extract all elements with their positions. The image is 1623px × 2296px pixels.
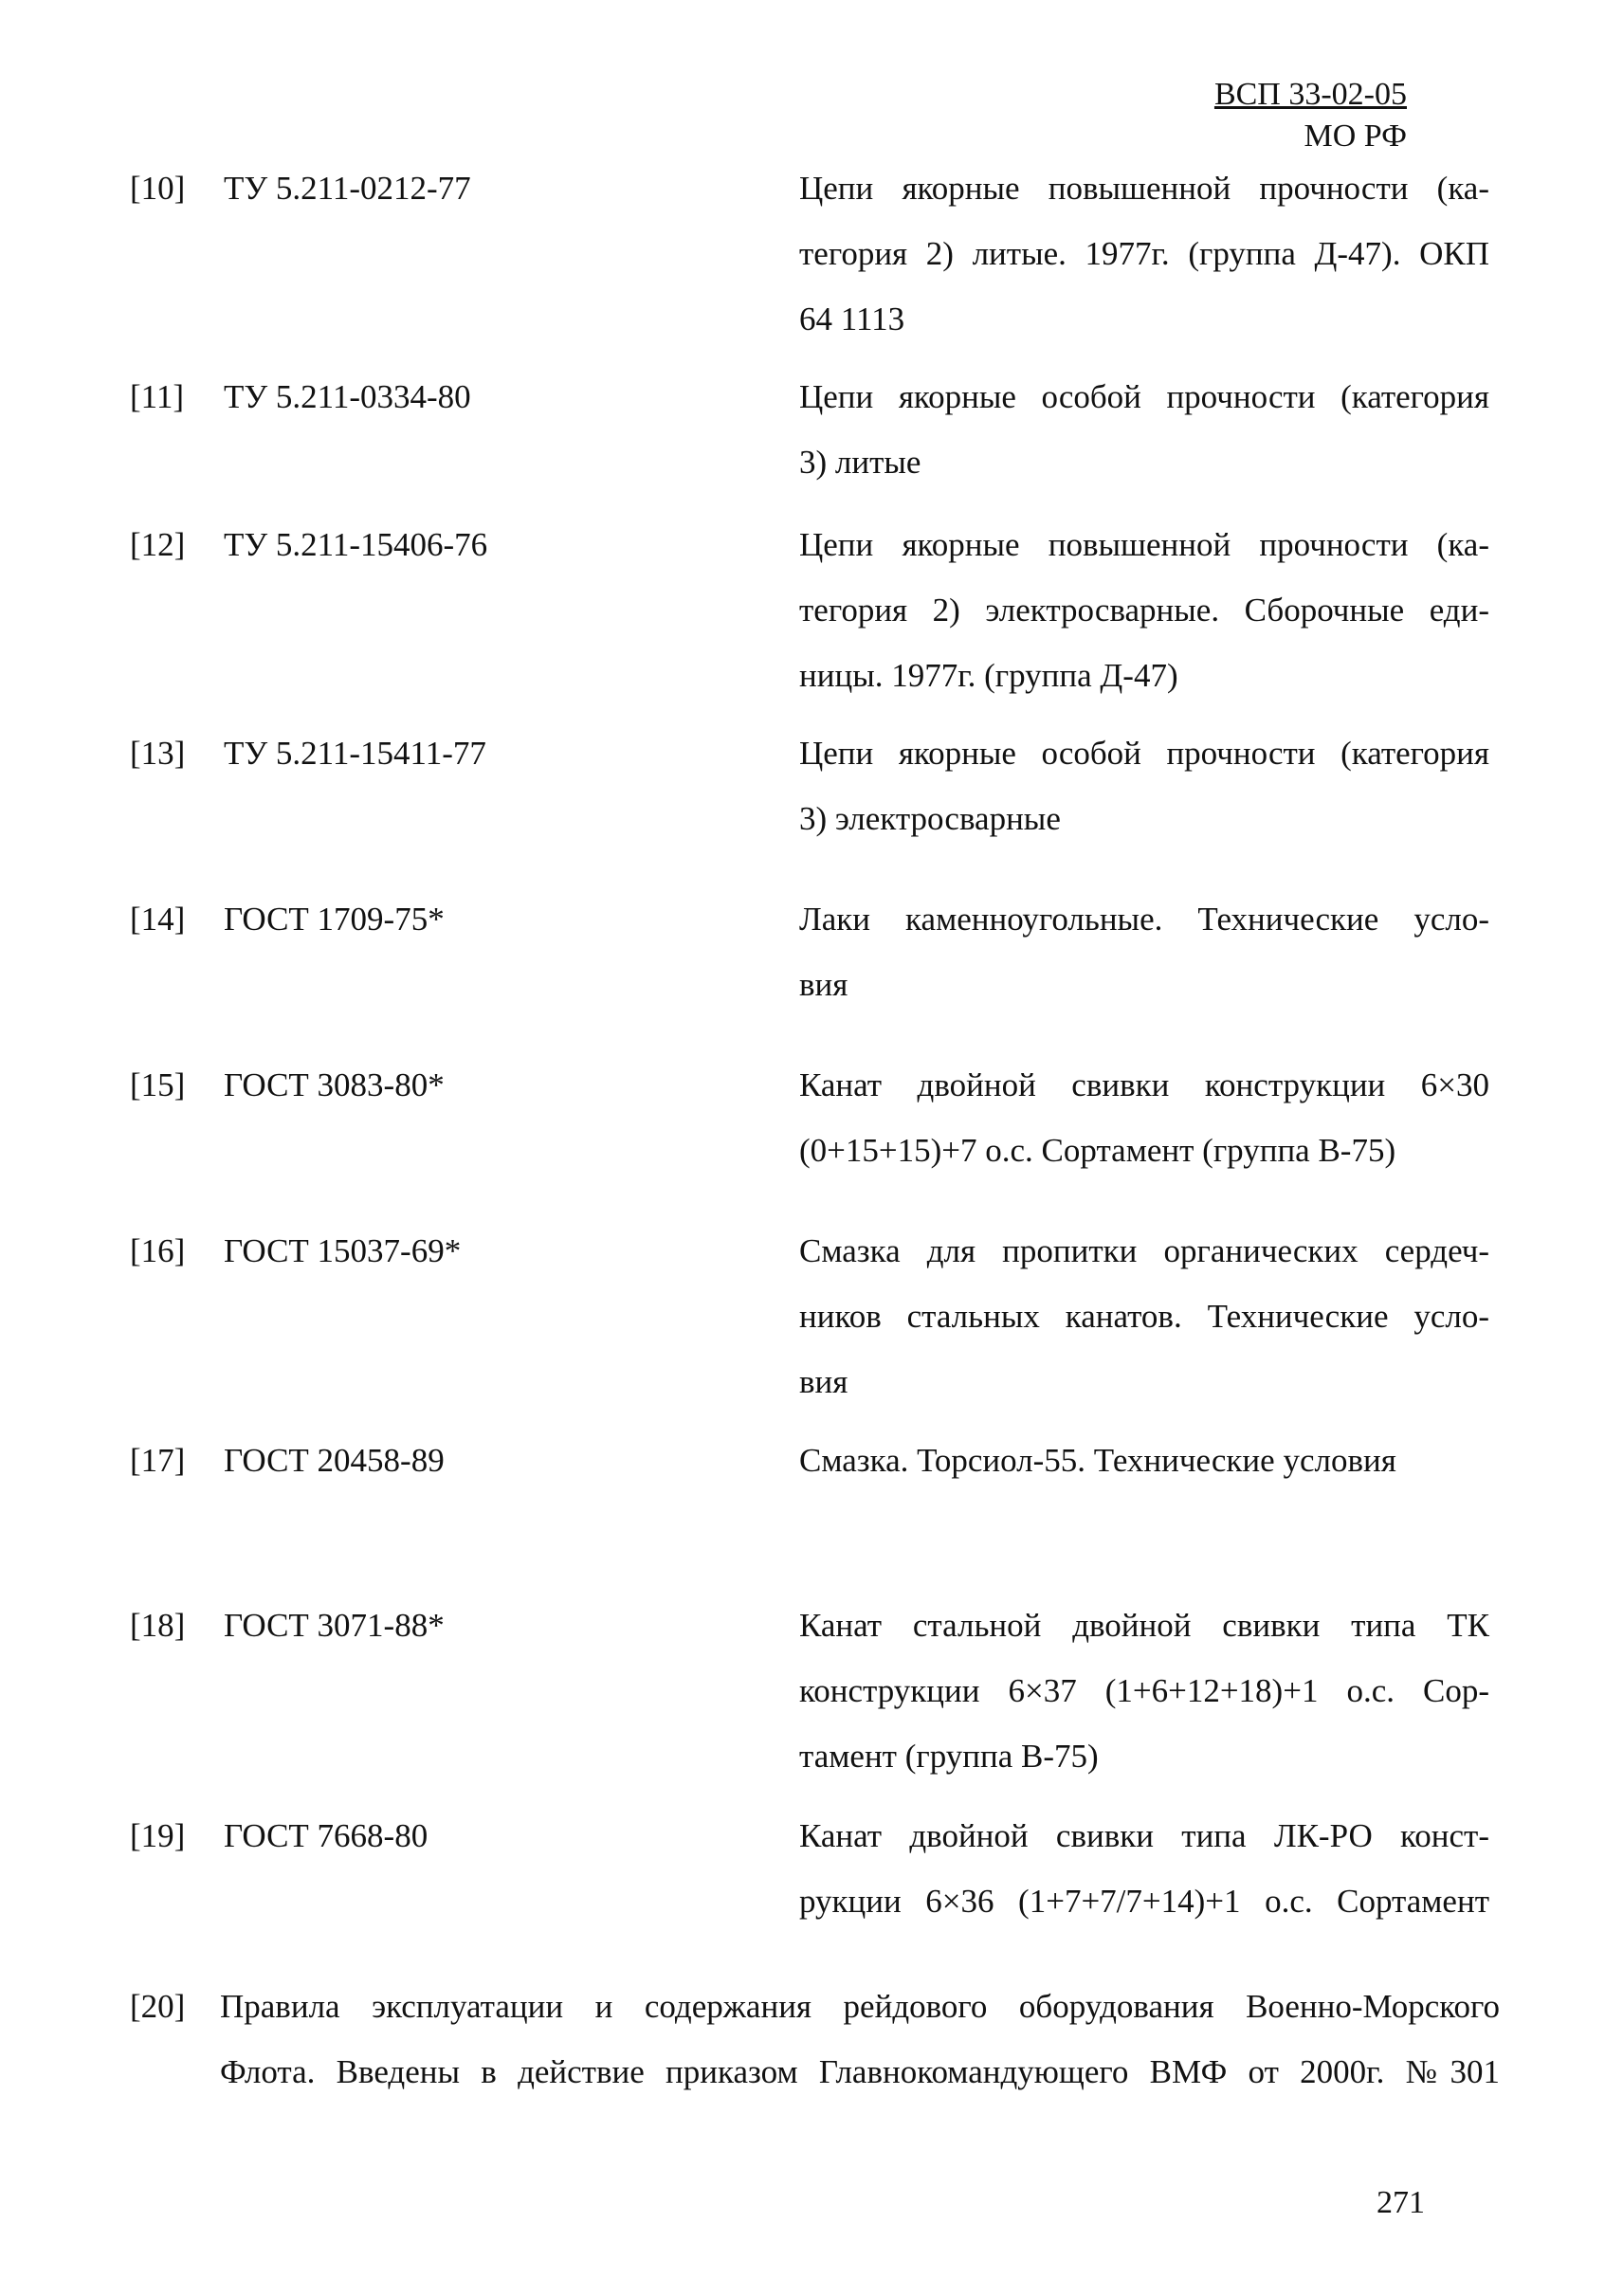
- page-header: [1214, 74, 1407, 157]
- reference-title-line: вия: [799, 966, 848, 1003]
- reference-document: ГОСТ 15037-69*: [224, 1232, 462, 1269]
- reference-title-line: Цепи якорные повышенной прочности (ка-: [799, 170, 1489, 207]
- reference-number: [17]: [130, 1442, 186, 1479]
- reference-title-line: Канат стальной двойной свивки типа ТК: [799, 1607, 1489, 1644]
- reference-document: ТУ 5.211-15406-76: [224, 526, 488, 563]
- reference-title: [799, 1052, 1489, 1183]
- reference-number: [13]: [130, 735, 186, 772]
- reference-title: [799, 512, 1489, 708]
- reference-document: ГОСТ 3071-88*: [224, 1607, 445, 1644]
- page-number: 271: [1377, 2185, 1425, 2220]
- reference-document: ТУ 5.211-15411-77: [224, 735, 486, 772]
- reference-title-line: вия: [799, 1363, 848, 1400]
- document-code: ВСП 33-02-05: [1213, 77, 1407, 112]
- reference-title: [220, 1974, 1500, 2105]
- reference-title-line: тамент (группа В-75): [799, 1738, 1099, 1775]
- reference-number: [10]: [130, 170, 186, 207]
- reference-title-line: (0+15+15)+7 о.с. Сортамент (группа В-75): [799, 1132, 1396, 1169]
- reference-title-line: ницы. 1977г. (группа Д-47): [799, 657, 1178, 694]
- reference-document: ГОСТ 1709-75*: [224, 901, 445, 938]
- reference-title-line: Смазка. Торсиол-55. Технические условия: [799, 1442, 1396, 1479]
- reference-title-line: Смазка для пропитки органических сердеч-: [799, 1232, 1489, 1269]
- reference-number: [11]: [130, 378, 185, 415]
- reference-title-line: Правила эксплуатации и содержания рейдового оборудования Военно-Морского: [220, 1988, 1500, 2025]
- reference-document: ГОСТ 20458-89: [224, 1442, 445, 1479]
- reference-title: [799, 1803, 1489, 1934]
- reference-title-line: тегория 2) литые. 1977г. (группа Д-47). ОКП: [799, 235, 1489, 272]
- reference-title-line: Канат двойной свивки типа ЛК-РО конст-: [799, 1817, 1489, 1854]
- reference-number: [19]: [130, 1817, 186, 1854]
- reference-title-line: Лаки каменноугольные. Технические усло-: [799, 901, 1489, 938]
- reference-title-line: Цепи якорные особой прочности (категория: [799, 735, 1489, 772]
- reference-title: [799, 155, 1489, 352]
- reference-title-line: Цепи якорные особой прочности (категория: [799, 378, 1489, 415]
- reference-title-line: рукции 6×36 (1+7+7/7+14)+1 о.с. Сортамент: [799, 1883, 1489, 1920]
- reference-title-line: ников стальных канатов. Технические усло-: [799, 1298, 1489, 1335]
- reference-number: [16]: [130, 1232, 186, 1269]
- reference-number: [20]: [130, 1988, 186, 2025]
- reference-title: [799, 1593, 1489, 1789]
- document-org: МО РФ: [1304, 118, 1407, 154]
- reference-title-line: Флота. Введены в действие приказом Главнокомандующего ВМФ от 2000г. №301: [220, 2053, 1500, 2090]
- reference-document: ГОСТ 7668-80: [224, 1817, 429, 1854]
- reference-document: ТУ 5.211-0212-77: [224, 170, 471, 207]
- reference-number: [18]: [130, 1607, 186, 1644]
- reference-document: ТУ 5.211-0334-80: [224, 378, 471, 415]
- reference-number: [12]: [130, 526, 186, 563]
- reference-title: [799, 886, 1489, 1017]
- reference-title-line: 3) литые: [799, 444, 921, 481]
- reference-title-line: конструкции 6×37 (1+6+12+18)+1 о.с. Сор-: [799, 1672, 1489, 1709]
- reference-title: [799, 364, 1489, 495]
- reference-title: [799, 1428, 1489, 1493]
- reference-document: ГОСТ 3083-80*: [224, 1066, 445, 1103]
- reference-number: [15]: [130, 1066, 186, 1103]
- reference-title-line: Канат двойной свивки конструкции 6×30: [799, 1066, 1489, 1103]
- reference-title-line: Цепи якорные повышенной прочности (ка-: [799, 526, 1489, 563]
- reference-title-line: 64 1113: [799, 301, 905, 337]
- reference-title-line: тегория 2) электросварные. Сборочные еди-: [799, 592, 1489, 629]
- reference-title-line: 3) электросварные: [799, 800, 1061, 837]
- reference-number: [14]: [130, 901, 186, 938]
- reference-title: [799, 1218, 1489, 1414]
- reference-title: [799, 720, 1489, 851]
